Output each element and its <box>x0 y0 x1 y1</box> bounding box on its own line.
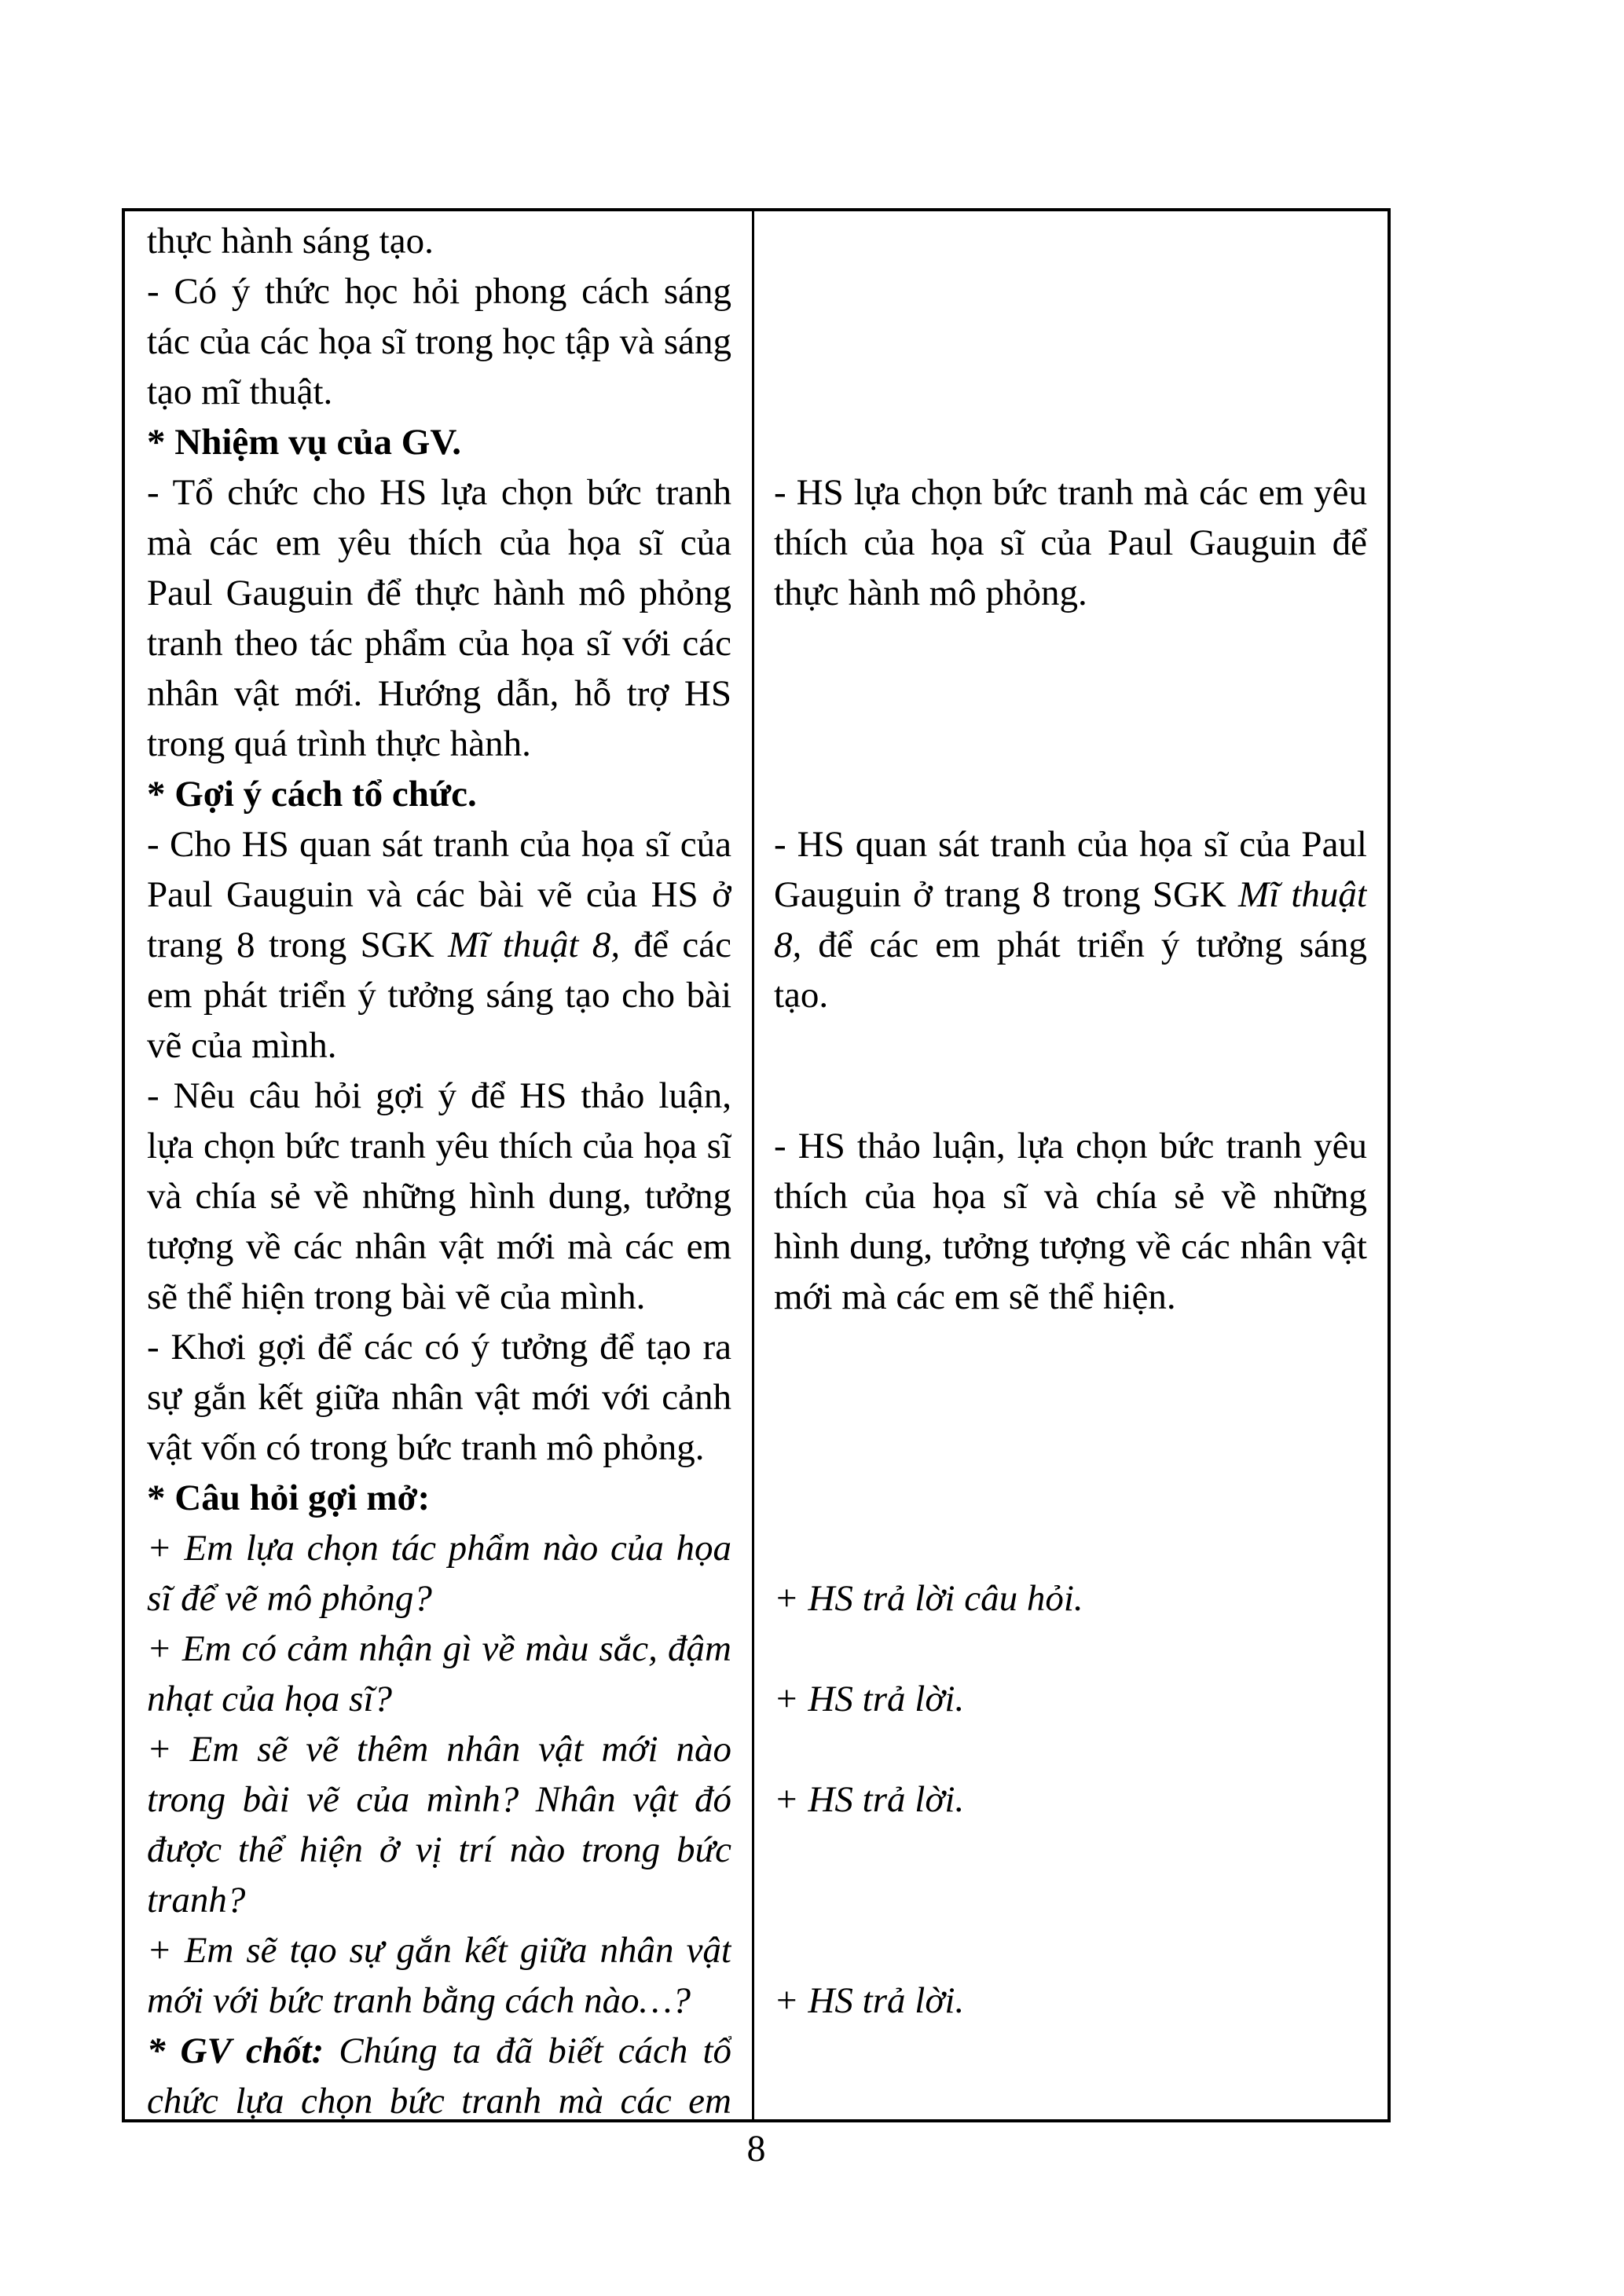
text-line <box>147 2076 731 2119</box>
text-run: + HS trả lời. <box>774 1779 965 1820</box>
text-line <box>774 819 1367 870</box>
text-run: mới với bức tranh bằng cách nào…? <box>147 1980 691 2021</box>
text-line <box>147 266 731 317</box>
text-line <box>774 216 1367 266</box>
text-run: + Em lựa chọn tác phẩm nào của họa <box>147 1528 731 1569</box>
text-line <box>147 870 731 920</box>
text-run: Gauguin ở trang 8 trong SGK <box>774 874 1238 915</box>
text-run: tác của các họa sĩ trong học tập và sáng <box>147 321 731 362</box>
text-line <box>774 266 1367 317</box>
text-line <box>774 769 1367 819</box>
text-line <box>147 1372 731 1423</box>
text-run: - Nêu câu hỏi gợi ý để HS thảo luận, <box>147 1075 731 1116</box>
text-line <box>147 1423 731 1473</box>
text-line <box>774 1221 1367 1272</box>
text-line <box>774 1423 1367 1473</box>
text-line <box>147 1875 731 1925</box>
text-run: Mĩ thuật <box>1238 874 1367 915</box>
text-line <box>147 1573 731 1624</box>
text-line <box>147 2026 731 2076</box>
text-run: tượng về các nhân vật mới mà các em <box>147 1226 731 1267</box>
text-line <box>147 1473 731 1523</box>
text-run: + Em sẽ vẽ thêm nhân vật mới nào <box>147 1729 731 1770</box>
text-line <box>774 568 1367 618</box>
text-run: mới mà các em sẽ thể hiện. <box>774 1276 1176 1317</box>
text-line <box>147 467 731 518</box>
text-run: * Nhiệm vụ của GV. <box>147 422 461 463</box>
text-run: vẽ của mình. <box>147 1025 337 1066</box>
text-line <box>147 1976 731 2026</box>
text-run: thích của họa sĩ của Paul Gauguin để <box>774 522 1367 563</box>
text-run: sự gắn kết giữa nhân vật mới với cảnh <box>147 1377 731 1418</box>
text-line <box>774 1674 1367 1724</box>
text-run: sĩ để vẽ mô phỏng? <box>147 1578 432 1619</box>
text-line <box>147 1724 731 1774</box>
text-line <box>147 970 731 1020</box>
text-run: Mĩ thuật 8, <box>448 925 621 965</box>
student-activities-column <box>754 211 1388 2119</box>
text-run: + HS trả lời câu hỏi. <box>774 1578 1083 1619</box>
text-line <box>774 1272 1367 1322</box>
text-run: tranh? <box>147 1880 246 1921</box>
text-line <box>147 1221 731 1272</box>
text-line <box>774 467 1367 518</box>
teacher-activities-column <box>125 211 754 2119</box>
text-line <box>147 518 731 568</box>
text-line <box>774 1825 1367 1875</box>
text-run: thực hành mô phỏng. <box>774 573 1087 613</box>
text-run: trong quá trình thực hành. <box>147 723 531 764</box>
text-line <box>774 518 1367 568</box>
text-run: em phát triển ý tưởng sáng tạo cho bài <box>147 975 731 1016</box>
text-line <box>774 618 1367 668</box>
text-line <box>774 1774 1367 1825</box>
text-run: chức lựa chọn bức tranh mà các em <box>147 2081 731 2119</box>
text-run: + HS trả lời. <box>774 1980 965 2021</box>
text-line <box>147 417 731 467</box>
text-run: Chúng ta đã biết cách tổ <box>324 2031 731 2071</box>
text-line <box>147 920 731 970</box>
text-line <box>774 1071 1367 1121</box>
text-run: + Em có cảm nhận gì về màu sắc, đậm <box>147 1628 731 1669</box>
text-line <box>147 1322 731 1372</box>
text-line <box>774 2076 1367 2119</box>
text-run: lựa chọn bức tranh yêu thích của họa sĩ <box>147 1126 731 1166</box>
text-line <box>774 970 1367 1020</box>
page-number: 8 <box>746 2128 766 2170</box>
text-run: * Câu hỏi gợi mở: <box>147 1478 431 1518</box>
text-line <box>774 1020 1367 1071</box>
text-line <box>147 819 731 870</box>
text-line <box>147 317 731 367</box>
text-line <box>774 317 1367 367</box>
text-line <box>774 1724 1367 1774</box>
text-run: - Cho HS quan sát tranh của họa sĩ của <box>147 824 731 865</box>
text-run: * Gợi ý cách tổ chức. <box>147 774 477 815</box>
text-run: vật vốn có trong bức tranh mô phỏng. <box>147 1427 705 1468</box>
text-line <box>774 1875 1367 1925</box>
text-line <box>774 1322 1367 1372</box>
text-line <box>774 920 1367 970</box>
text-line <box>147 367 731 417</box>
text-line <box>774 719 1367 769</box>
text-run: và chía sẻ về những hình dung, tưởng <box>147 1176 731 1217</box>
text-run: tạo mĩ thuật. <box>147 372 333 412</box>
text-run: + HS trả lời. <box>774 1679 965 1719</box>
text-run: - Có ý thức học hỏi phong cách sáng <box>147 271 731 312</box>
text-line <box>774 417 1367 467</box>
text-run: - Khơi gợi để các có ý tưởng để tạo ra <box>147 1327 731 1368</box>
text-line <box>147 1624 731 1674</box>
text-line <box>147 1121 731 1171</box>
text-line <box>147 1272 731 1322</box>
text-line <box>147 1774 731 1825</box>
text-run: tạo. <box>774 975 829 1016</box>
text-run: - Tổ chức cho HS lựa chọn bức tranh <box>147 472 731 513</box>
text-line <box>774 367 1367 417</box>
text-line <box>774 1976 1367 2026</box>
text-line <box>774 1121 1367 1171</box>
text-run: sẽ thể hiện trong bài vẽ của mình. <box>147 1276 646 1317</box>
text-line <box>774 1925 1367 1976</box>
text-run: Paul Gauguin và các bài vẽ của HS ở <box>147 874 731 915</box>
text-line <box>147 1523 731 1573</box>
text-line <box>774 2026 1367 2076</box>
lesson-plan-table <box>122 208 1391 2122</box>
text-line <box>147 618 731 668</box>
text-line <box>147 1171 731 1221</box>
text-run: hình dung, tưởng tượng về các nhân vật <box>774 1226 1367 1267</box>
text-line <box>774 668 1367 719</box>
text-line <box>147 668 731 719</box>
text-run: được thể hiện ở vị trí nào trong bức <box>147 1829 731 1870</box>
text-run: trong bài vẽ của mình? Nhân vật đó <box>147 1779 731 1820</box>
text-line <box>774 1573 1367 1624</box>
text-line <box>774 1624 1367 1674</box>
text-run: 8, <box>774 925 802 965</box>
text-run: nhạt của họa sĩ? <box>147 1679 393 1719</box>
text-run: Paul Gauguin để thực hành mô phỏng <box>147 573 731 613</box>
text-line <box>774 1171 1367 1221</box>
text-run: tranh theo tác phẩm của họa sĩ với các <box>147 623 731 664</box>
text-run: thích của họa sĩ và chía sẻ về những <box>774 1176 1367 1217</box>
text-run: trang 8 trong SGK <box>147 925 449 965</box>
text-line <box>147 719 731 769</box>
text-line <box>774 1473 1367 1523</box>
text-line <box>774 1372 1367 1423</box>
text-run: để các em phát triển ý tưởng sáng <box>801 925 1367 965</box>
text-run: - HS quan sát tranh của họa sĩ của Paul <box>774 824 1367 865</box>
text-line <box>147 216 731 266</box>
text-run: - HS thảo luận, lựa chọn bức tranh yêu <box>774 1126 1367 1166</box>
text-line <box>147 1674 731 1724</box>
text-line <box>147 1825 731 1875</box>
text-line <box>147 568 731 618</box>
text-line <box>147 769 731 819</box>
text-line <box>774 1523 1367 1573</box>
text-line <box>147 1020 731 1071</box>
text-run: + Em sẽ tạo sự gắn kết giữa nhân vật <box>147 1930 731 1971</box>
text-run: * GV chốt: <box>147 2031 324 2071</box>
text-line <box>774 870 1367 920</box>
text-line <box>147 1925 731 1976</box>
text-run: để các <box>620 925 731 965</box>
text-run: mà các em yêu thích của họa sĩ của <box>147 522 731 563</box>
text-run: - HS lựa chọn bức tranh mà các em yêu <box>774 472 1367 513</box>
text-line <box>147 1071 731 1121</box>
text-run: nhân vật mới. Hướng dẫn, hỗ trợ HS <box>147 673 731 714</box>
text-run: thực hành sáng tạo. <box>147 221 434 262</box>
